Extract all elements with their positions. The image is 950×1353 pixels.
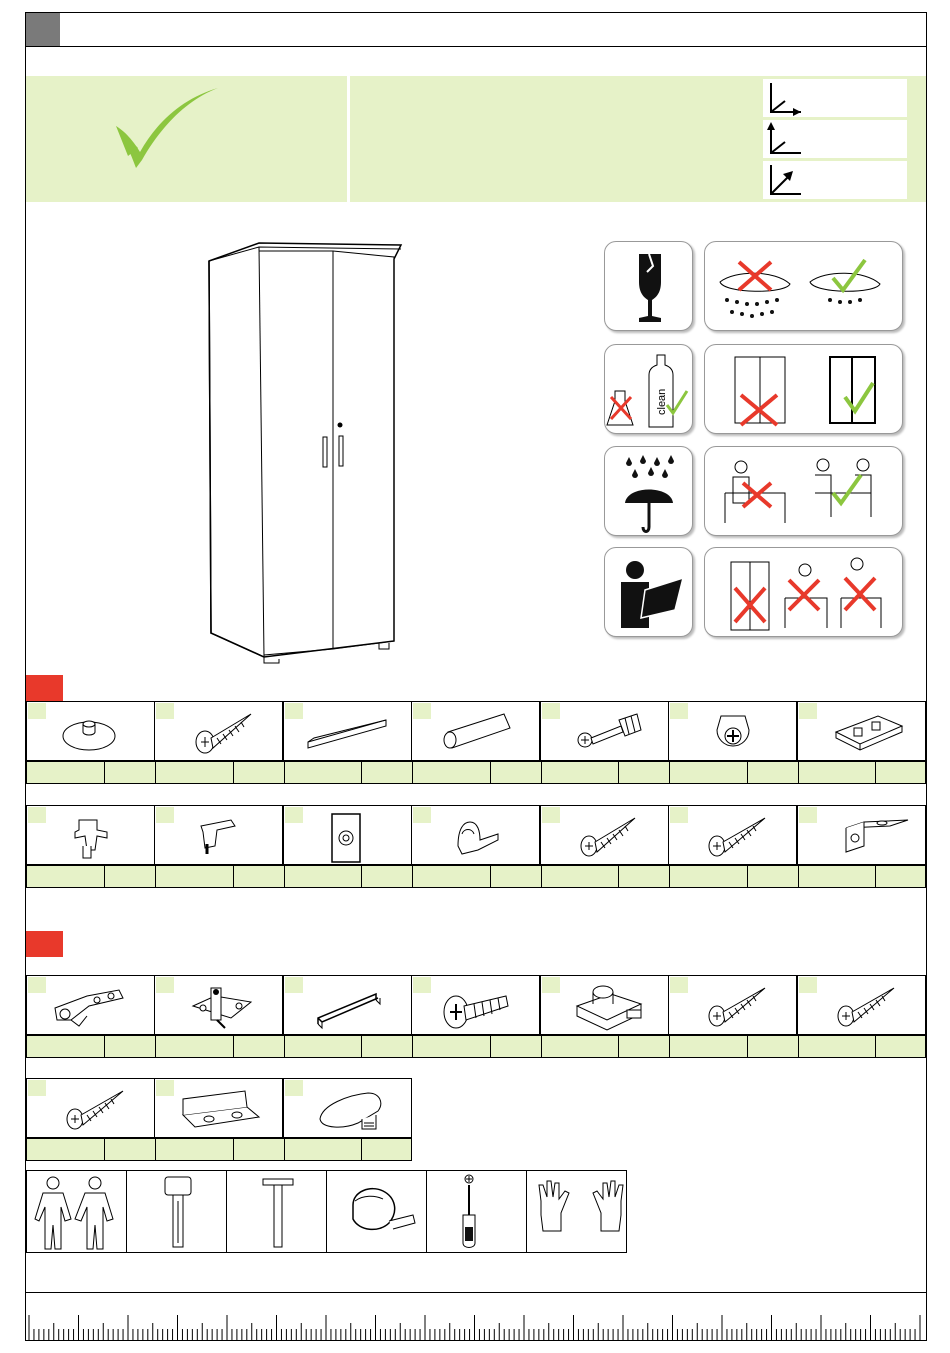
- foot-leveler-icon: [798, 702, 927, 762]
- cam-lock-icon: [669, 702, 798, 762]
- hardware-cell: [154, 805, 283, 865]
- hardware-cell: [668, 701, 797, 761]
- cleaning-agent-icon: [605, 345, 693, 434]
- hardware-cell: [668, 805, 797, 865]
- hardware-cell: [540, 701, 669, 761]
- hardware-cell: [797, 975, 926, 1035]
- height-dimension-box: [763, 120, 907, 158]
- screw-icon: [669, 806, 798, 866]
- tool-cell: [427, 1171, 527, 1252]
- svg-text:clean: clean: [656, 388, 668, 415]
- angle-bracket-icon: [798, 806, 927, 866]
- dowel-icon: [412, 702, 541, 762]
- band-divider: [347, 76, 350, 202]
- hardware-cell: [154, 1078, 283, 1138]
- hardware-cell: [26, 975, 155, 1035]
- screw-icon: [155, 702, 284, 762]
- read-instructions-icon: [605, 548, 693, 637]
- hardware-cell: [540, 805, 669, 865]
- page-header: [26, 13, 926, 47]
- quantity-row-3: [26, 1035, 926, 1058]
- hardware-cell: [411, 701, 540, 761]
- rubber-mallet-icon: [127, 1171, 227, 1252]
- hardware-cell: [26, 701, 155, 761]
- header-marker: [26, 13, 60, 46]
- screw-icon: [669, 976, 798, 1036]
- height-arrow-icon: [763, 120, 803, 158]
- hardware-cell: [26, 1078, 155, 1138]
- footer-divider: [26, 1292, 926, 1293]
- ruler-scale: [26, 1308, 926, 1341]
- quantity-row-1: [26, 761, 926, 784]
- width-arrow-icon: [763, 79, 803, 117]
- cable-clip-icon: [412, 806, 541, 866]
- phillips-screwdriver-icon: [427, 1171, 527, 1252]
- section-tag-1: [26, 675, 63, 701]
- cam-cap-icon: [27, 702, 156, 762]
- cabinet-illustration: [189, 231, 417, 665]
- hardware-cell: [797, 701, 926, 761]
- gloves-icon: [527, 1171, 627, 1252]
- hardware-cell: [283, 1078, 412, 1138]
- screw-icon: [27, 1079, 156, 1139]
- section-tag-2: [26, 931, 63, 957]
- fragile-tile: [604, 241, 693, 331]
- required-tools: [26, 1170, 627, 1253]
- hardware-cell: [668, 975, 797, 1035]
- keep-dry-icon: [605, 447, 693, 536]
- depth-arrow-icon: [763, 161, 803, 199]
- screw-icon: [541, 806, 670, 866]
- square-plate-icon: [284, 806, 413, 866]
- hardware-cell: [283, 975, 412, 1035]
- lock-icon: [541, 976, 670, 1036]
- quantity-row-4: [26, 1138, 412, 1161]
- hardware-cell: [411, 975, 540, 1035]
- door-alignment-icon: [705, 345, 903, 434]
- tool-cell: [127, 1171, 227, 1252]
- team-assembly-icon: [705, 447, 903, 536]
- team-assembly-tile: [704, 446, 903, 536]
- intro-band: [26, 76, 926, 202]
- dust-cloth-tile: [704, 241, 903, 331]
- shelf-pin-icon: [155, 806, 284, 866]
- two-persons-icon: [27, 1171, 127, 1252]
- hardware-cell: [797, 805, 926, 865]
- door-alignment-tile: [704, 344, 903, 434]
- tool-cell: [527, 1171, 627, 1252]
- depth-dimension-box: [763, 161, 907, 199]
- tool-cell: [327, 1171, 427, 1252]
- cam-bolt-icon: [541, 702, 670, 762]
- read-instructions-tile: [604, 547, 693, 637]
- hardware-cell: [154, 975, 283, 1035]
- dust-cloth-icon: [705, 242, 903, 331]
- keep-dry-tile: [604, 446, 693, 536]
- door-stopper-icon: [284, 1079, 413, 1139]
- shelf-support-icon: [27, 806, 156, 866]
- hinge-plate-icon: [155, 976, 284, 1036]
- instruction-page: [25, 12, 927, 1341]
- quantity-row-2: [26, 865, 926, 888]
- tool-cell: [227, 1171, 327, 1252]
- hardware-cell: [26, 805, 155, 865]
- checkmark-icon: [26, 76, 347, 202]
- tape-measure-icon: [327, 1171, 427, 1252]
- handle-screw-icon: [412, 976, 541, 1036]
- tip-over-icon: [705, 548, 903, 637]
- screw-icon: [798, 976, 927, 1036]
- fragile-icon: [605, 242, 693, 331]
- hinge-icon: [27, 976, 156, 1036]
- handle-icon: [284, 976, 413, 1036]
- mending-plate-icon: [155, 1079, 284, 1139]
- hammer-icon: [227, 1171, 327, 1252]
- tip-over-tile: [704, 547, 903, 637]
- width-dimension-box: [763, 79, 907, 117]
- cleaning-agent-tile: [604, 344, 693, 434]
- cabinet-drawing: [189, 231, 417, 665]
- hardware-cell: [411, 805, 540, 865]
- tool-cell: [27, 1171, 127, 1252]
- wooden-strip-icon: [284, 702, 413, 762]
- hardware-cell: [283, 805, 412, 865]
- hardware-cell: [283, 701, 412, 761]
- hardware-cell: [540, 975, 669, 1035]
- hardware-cell: [154, 701, 283, 761]
